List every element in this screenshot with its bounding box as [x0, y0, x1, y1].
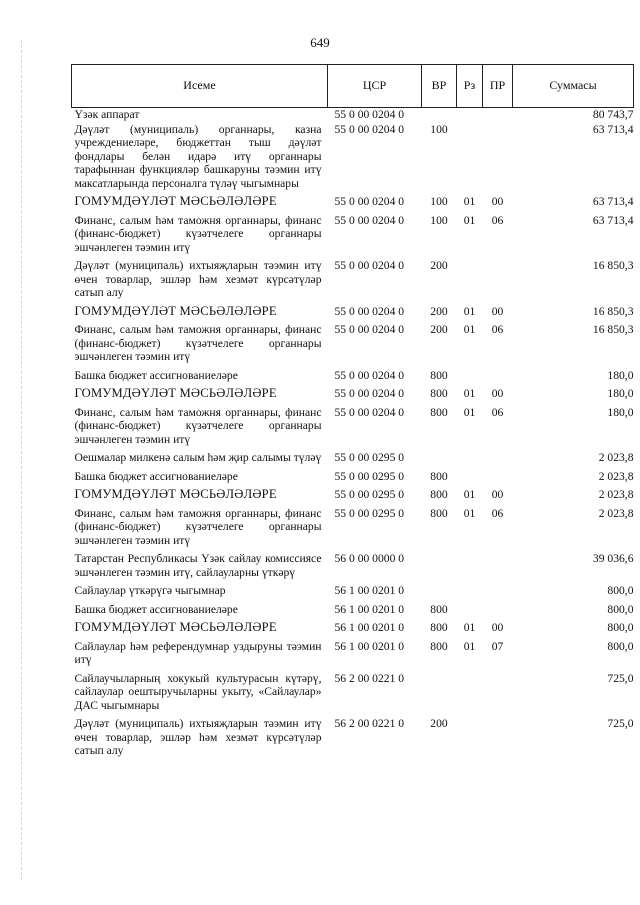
cell-csr: 55 0 00 0204 0: [334, 323, 405, 336]
table-row: [72, 108, 634, 123]
cell-rz: 01: [463, 405, 476, 419]
table-row: [72, 406, 634, 452]
table-row: [72, 640, 634, 672]
cell-rz: 01: [463, 323, 476, 336]
cell-name: Финанс, салым һәм таможня органнары, финанс (финанс-бюджет) күзәтчелеге органнары эшчәнлеген тәэмин итү: [74, 405, 322, 446]
cell-vr: 200: [430, 323, 448, 336]
cell-csr: 55 0 00 0204 0: [328, 108, 422, 123]
cell-csr: 56 1 00 0201 0: [334, 621, 405, 634]
cell-sum: 2 023,8: [598, 506, 634, 520]
cell-pr: [483, 603, 513, 622]
cell-name: ГОМУМДӘҮЛӘТ МӘСЬӘЛӘЛӘРЕ: [74, 487, 277, 501]
cell-csr: 56 1 00 0201 0: [334, 584, 405, 597]
cell-pr: [483, 369, 513, 388]
cell-vr: 200: [430, 717, 448, 730]
cell-sum: 2 023,8: [598, 451, 634, 464]
cell-name: Сайлаулар үткәрүгә чыгымнар: [74, 584, 226, 597]
table-row: [72, 305, 634, 324]
table-row: [72, 259, 634, 305]
cell-pr: 00: [491, 488, 504, 501]
cell-vr: [422, 584, 457, 603]
cell-name: Үзәк аппарат: [72, 108, 328, 123]
cell-pr: 00: [491, 304, 504, 318]
cell-csr: 55 0 00 0204 0: [334, 195, 405, 208]
cell-sum: 63 713,4: [592, 195, 634, 208]
cell-vr: [422, 552, 457, 584]
cell-name: ГОМУМДӘҮЛӘТ МӘСЬӘЛӘЛӘРЕ: [74, 303, 277, 318]
cell-name: Финанс, салым һәм таможня органнары, финанс (финанс-бюджет) күзәтчелеге органнары эшчәнлеген тәэмин итү: [74, 323, 322, 363]
cell-rz: [457, 603, 483, 622]
budget-table: [71, 64, 634, 763]
table-row: [72, 123, 634, 196]
cell-pr: [483, 470, 513, 489]
cell-rz: [457, 717, 483, 763]
cell-csr: 56 2 00 0221 0: [334, 717, 405, 730]
table-row: [72, 214, 634, 260]
cell-csr: 56 0 00 0000 0: [334, 552, 405, 565]
cell-rz: [457, 259, 483, 305]
cell-pr: 06: [491, 213, 504, 227]
page-number: 649: [310, 35, 330, 50]
cell-rz: 01: [463, 639, 476, 653]
cell-csr: 55 0 00 0204 0: [334, 304, 405, 318]
cell-csr: 55 0 00 0295 0: [334, 451, 405, 464]
cell-rz: 01: [463, 304, 476, 318]
table-row: [72, 387, 634, 406]
cell-rz: [457, 369, 483, 388]
cell-pr: [483, 451, 513, 470]
cell-name: ГОМУМДӘҮЛӘТ МӘСЬӘЛӘЛӘРЕ: [74, 620, 277, 634]
table-row: [72, 552, 634, 584]
header-name: Исеме: [72, 65, 328, 108]
cell-name: Финанс, салым һәм таможня органнары, финанс (финанс-бюджет) күзәтчелеге органнары эшчәнлеген тәэмин итү: [74, 506, 322, 547]
cell-rz: [457, 584, 483, 603]
cell-sum: 39 036,6: [592, 552, 634, 565]
cell-sum: 80 743,7: [513, 108, 634, 123]
cell-rz: 01: [463, 387, 476, 400]
cell-rz: [457, 672, 483, 718]
cell-csr: 56 1 00 0201 0: [334, 602, 405, 616]
cell-sum: 63 713,4: [592, 213, 634, 227]
table-row: [72, 672, 634, 718]
table-row: [72, 603, 634, 622]
cell-vr: 200: [430, 304, 448, 318]
cell-pr: 00: [491, 387, 504, 400]
cell-name: Финанс, салым һәм таможня органнары, финанс (финанс-бюджет) күзәтчелеге органнары эшчәнлеген тәэмин итү: [74, 213, 322, 254]
cell-sum: 2 023,8: [598, 469, 634, 483]
cell-sum: 16 850,3: [592, 323, 634, 336]
budget-table-container: [71, 64, 633, 763]
cell-sum: 16 850,3: [592, 259, 634, 272]
cell-pr: [483, 584, 513, 603]
cell-name: Сайлаулар һәм референдумнар уздыруны тәэмин итү: [74, 639, 322, 666]
cell-csr: 55 0 00 0204 0: [334, 259, 405, 272]
cell-name: Дәүләт (муниципаль) ихтыяҗларын тәэмин итү өчен товарлар, эшләр һәм хезмәт күрсәтүләр сатып алу: [74, 259, 322, 299]
table-row: [72, 507, 634, 553]
cell-name: Башка бюджет ассигнованиеләре: [74, 469, 238, 483]
cell-sum: 2 023,8: [598, 488, 634, 501]
cell-name: Башка бюджет ассигнованиеләре: [74, 368, 238, 382]
cell-sum: 800,0: [607, 602, 634, 616]
cell-pr: 06: [491, 405, 504, 419]
cell-pr: 00: [491, 621, 504, 634]
cell-csr: 55 0 00 0295 0: [334, 506, 405, 520]
cell-sum: 180,0: [607, 405, 634, 419]
cell-vr: 100: [430, 213, 448, 227]
cell-name: ГОМУМДӘҮЛӘТ МӘСЬӘЛӘЛӘРЕ: [74, 194, 277, 208]
cell-sum: 800,0: [607, 639, 634, 653]
scan-margin-line: [21, 40, 22, 880]
cell-vr: [422, 451, 457, 470]
cell-name: Башка бюджет ассигнованиеләре: [74, 602, 238, 616]
table-row: [72, 451, 634, 470]
cell-rz: [457, 470, 483, 489]
cell-csr: 55 0 00 0204 0: [334, 405, 405, 419]
table-row: [72, 717, 634, 763]
cell-vr: 100: [430, 122, 448, 136]
table-body: [72, 108, 634, 763]
cell-vr: 800: [430, 405, 448, 419]
cell-csr: 56 2 00 0221 0: [334, 671, 405, 685]
cell-name: Оешмалар милкенә салым һәм җир салымы түләү: [74, 451, 322, 464]
cell-name: ГОМУМДӘҮЛӘТ МӘСЬӘЛӘЛӘРЕ: [74, 386, 277, 400]
cell-sum: 180,0: [607, 387, 634, 400]
cell-vr: 800: [430, 621, 448, 634]
cell-csr: 55 0 00 0204 0: [334, 368, 405, 382]
cell-pr: [483, 108, 513, 123]
table-row: [72, 369, 634, 388]
cell-pr: [483, 552, 513, 584]
cell-csr: 55 0 00 0204 0: [334, 213, 405, 227]
cell-pr: [483, 672, 513, 718]
cell-vr: 800: [430, 368, 448, 382]
cell-csr: 56 1 00 0201 0: [334, 639, 405, 653]
cell-vr: 800: [430, 602, 448, 616]
cell-vr: 800: [430, 639, 448, 653]
cell-rz: [457, 123, 483, 196]
cell-sum: 725,0: [607, 717, 634, 730]
cell-vr: 800: [430, 469, 448, 483]
cell-vr: 800: [430, 488, 448, 501]
cell-rz: 01: [463, 621, 476, 634]
cell-sum: 725,0: [607, 671, 634, 685]
cell-name: Дәүләт (муниципаль) ихтыяҗларын тәэмин итү өчен товарлар, эшләр һәм хезмәт күрсәтүләр сатып алу: [74, 717, 322, 757]
cell-sum: 180,0: [607, 368, 634, 382]
cell-pr: [483, 259, 513, 305]
cell-vr: [422, 108, 457, 123]
cell-sum: 63 713,4: [592, 122, 634, 136]
cell-pr: 00: [491, 195, 504, 208]
cell-csr: 55 0 00 0295 0: [334, 488, 405, 501]
table-row: [72, 470, 634, 489]
table-row: [72, 621, 634, 640]
header-rz: Рз: [457, 65, 483, 108]
cell-vr: [422, 672, 457, 718]
cell-vr: 800: [430, 387, 448, 400]
cell-rz: 01: [463, 213, 476, 227]
cell-csr: 55 0 00 0204 0: [334, 122, 405, 136]
cell-sum: 16 850,3: [592, 304, 634, 318]
cell-name: Дәүләт (муниципаль) органнары, казна учреждениеләре, бюджеттан тыш дәүләт фондлары белән идарә итү органнары тарафыннан функцияләр башкаруны тәэмин итү максатларында персоналга түләү чыгымнары: [74, 122, 322, 190]
cell-rz: [457, 451, 483, 470]
header-pr: ПР: [483, 65, 513, 108]
header-vr: ВР: [422, 65, 457, 108]
cell-pr: 06: [491, 323, 504, 336]
cell-pr: [483, 123, 513, 196]
table-row: [72, 195, 634, 214]
table-row: [72, 584, 634, 603]
cell-vr: 200: [430, 259, 448, 272]
cell-pr: 07: [491, 639, 504, 653]
table-row: [72, 488, 634, 507]
cell-pr: 06: [491, 506, 504, 520]
table-row: [72, 323, 634, 369]
cell-rz: [457, 108, 483, 123]
table-header: [72, 65, 634, 108]
cell-rz: 01: [463, 195, 476, 208]
cell-vr: 800: [430, 506, 448, 520]
cell-vr: 100: [430, 195, 448, 208]
cell-csr: 55 0 00 0204 0: [334, 387, 405, 400]
cell-pr: [483, 717, 513, 763]
header-sum: Суммасы: [513, 65, 634, 108]
cell-csr: 55 0 00 0295 0: [334, 469, 405, 483]
cell-rz: 01: [463, 506, 476, 520]
cell-rz: [457, 552, 483, 584]
header-csr: ЦСР: [328, 65, 422, 108]
cell-rz: 01: [463, 488, 476, 501]
cell-name: Сайлаучыларның хокукый культурасын күтәрү, сайлаулар оештыручыларны укыту, «Сайлаулар» ДАС чыгымнары: [74, 671, 322, 712]
cell-sum: 800,0: [607, 584, 634, 597]
cell-sum: 800,0: [607, 621, 634, 634]
cell-name: Татарстан Республикасы Үзәк сайлау комиссиясе эшчәнлеген тәэмин итү, сайлауларны үткәрү: [74, 552, 322, 579]
